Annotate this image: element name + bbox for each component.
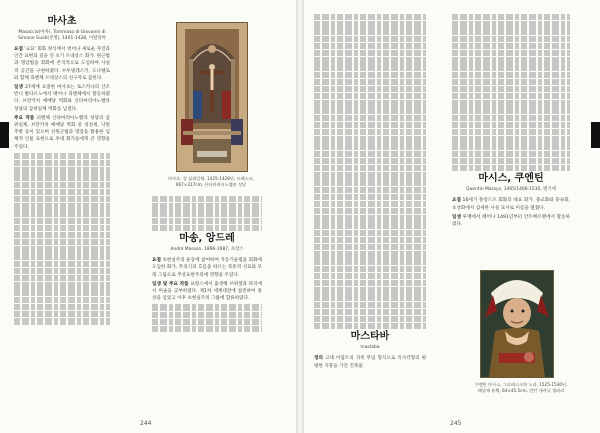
paragraph-label: 일생 xyxy=(452,214,461,220)
entry-subtitle-masaccio: Masaccio(마차), Tommaso di Giovanni di Simone Guidi(본명), 1401-1428, 이탈리아 xyxy=(18,30,106,41)
left-page xyxy=(0,0,296,433)
thumb-index-tab xyxy=(591,122,600,148)
entry-paragraph: 정의 고대 이집트의 귀족 무덤 형식으로 직사각형의 평평한 지붕을 가진 건축물. xyxy=(314,356,426,369)
entry-paragraph: 요점 초현실주의 운동에 참여하여 자동기술법을 회화에 도입한 화가. 무의식의 흐름을 따르는 즉흥적 선묘와 모래 그림으로 추상표현주의에 영향을 주었다. xyxy=(152,258,262,278)
text-block-lines xyxy=(452,14,570,171)
right-column-2 xyxy=(452,14,570,264)
trinity-painting-caption: 마사초, 성 삼위일체, 1425-1428년, 프레스코, 667×317cm, 산타마리아노벨라 성당 xyxy=(167,176,255,187)
entry-title-massys: 마시스, 쿠엔틴 xyxy=(478,173,544,185)
ugly-duchess-painting-image xyxy=(481,271,553,377)
text-block-lines xyxy=(152,304,262,332)
right-column-1 xyxy=(314,14,426,406)
book-gutter xyxy=(296,0,304,433)
entry-paragraph: 일생 및 주요 작품 프랑스에서 출생해 브뤼셀과 파리에서 미술을 공부하였다. 제1차 세계대전에 참전하여 중상을 입었고 이후 초현실주의 그룹에 합류하였다. xyxy=(152,281,262,302)
paragraph-label: 주요 작품 xyxy=(14,115,35,121)
right-page xyxy=(304,0,600,433)
entry-subtitle-masson: André Masson, 1896-1987, 프랑스 xyxy=(170,247,244,253)
entry-title-masson: 마송, 앙드레 xyxy=(179,233,235,245)
text-block-lines xyxy=(14,153,110,325)
ugly-duchess-painting-caption: 쿠엔틴 마시스, 그로테스크한 노파, 1525-1530년, 패널에 유채, 64×45.5cm, 런던 내셔널 갤러리 xyxy=(474,382,568,393)
entry-paragraph: 일생 루뱅에서 태어나 1491년부터 안트베르펜에서 활동하였다. xyxy=(452,214,570,227)
left-column-1 xyxy=(14,14,110,406)
paragraph-label: 요점 xyxy=(14,47,23,52)
ugly-duchess-painting xyxy=(480,270,554,378)
entry-title-mastaba: 마스타바 xyxy=(350,331,390,343)
thumb-index-tab xyxy=(0,122,9,148)
text-block-lines xyxy=(314,14,426,329)
text-block-lines xyxy=(152,196,262,231)
paragraph-label: 일생 및 주요 작품 xyxy=(152,281,189,287)
entry-subtitle-mastaba: mastaba xyxy=(360,345,380,351)
entry-paragraph: 일생 27세에 요절한 마사초는 토스카나의 산조반니 발다르노에서 태어나 피렌체에서 활동하였다. 브란카치 예배당 벽화와 산타마리아노벨라 성당의 삼위일체 벽화를 남겼다. xyxy=(14,85,110,112)
page-number-left: 244 xyxy=(140,420,152,427)
page-number-right: 245 xyxy=(450,420,462,427)
entry-paragraph: 주요 작품 피렌체 산타마리아노벨라 성당의 삼위일체, 브란카치 예배당 벽화 중 성전세, 낙원 추방 등이 있으며 선원근법과 명암을 활용한 입체적 인물 표현으로 후대 화가들에게 큰 영향을 주었다. xyxy=(14,115,110,150)
left-column-2 xyxy=(152,196,262,406)
paragraph-label: 정의 xyxy=(314,356,323,362)
trinity-painting xyxy=(176,22,248,172)
entry-subtitle-massys: Quentin Massys, 1465/1466-1530, 벨기에 xyxy=(466,187,556,193)
trinity-painting-image xyxy=(177,23,247,171)
entry-title-masaccio: 마사초 xyxy=(47,16,77,27)
paragraph-label: 일생 xyxy=(14,85,23,91)
paragraph-label: 요점 xyxy=(452,198,461,204)
paragraph-label: 요점 xyxy=(152,258,161,264)
entry-paragraph: 요점 16세기 플랑드르 회화의 대표 화가. 종교화와 풍속화, 초상화에서 섬세한 사실 묘사로 이름을 떨쳤다. xyxy=(452,198,570,211)
entry-paragraph: 요점 '교묘' 회화 양식에서 벗어나 새로운 자연과 인간 표현의 길을 연 초기 르네상스 화가. 원근법과 명암법을 회화에 본격적으로 도입하여 사실적 공간을 구현하였다. 브루넬레스키, 도나텔로와 함께 피렌체 르네상스의 선구자로 꼽힌다. xyxy=(14,47,110,81)
